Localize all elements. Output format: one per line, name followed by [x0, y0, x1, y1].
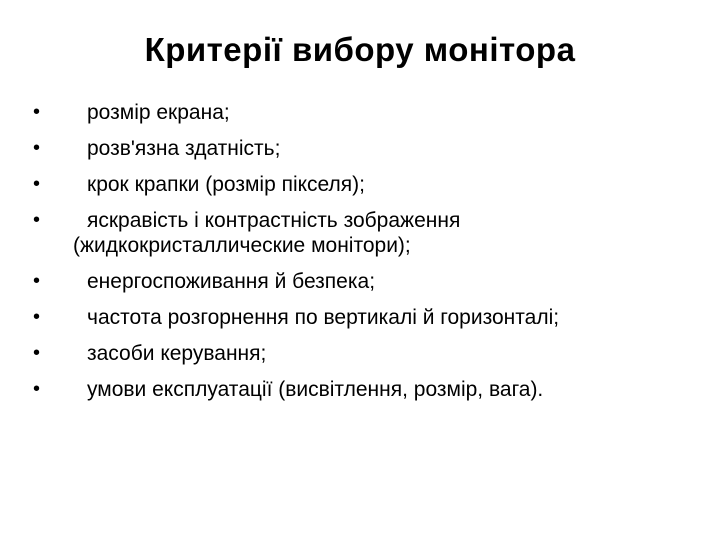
list-item: [33, 341, 673, 366]
bullet-icon: •: [33, 378, 41, 400]
list-item-text: умови експлуатації (висвітлення, розмір, вага).: [87, 378, 544, 401]
list-item: [33, 100, 673, 125]
bullet-icon: •: [33, 342, 41, 364]
list-item-text: розмір екрана;: [87, 101, 230, 124]
list-item: [33, 208, 673, 258]
list-item-text: розв'язна здатність;: [87, 137, 281, 160]
list-item-text: енергоспоживання й безпека;: [87, 270, 376, 293]
bullet-icon: •: [33, 209, 41, 231]
bullet-icon: •: [33, 306, 41, 328]
list-item: [33, 172, 673, 197]
bullet-icon: •: [33, 270, 41, 292]
slide-title: Критерії вибору монітора: [144, 31, 576, 68]
list-item-text: засоби керування;: [87, 342, 267, 365]
list-item: [33, 305, 673, 330]
list-item: [33, 269, 673, 294]
list-item-text: частота розгорнення по вертикалі й горизонталі;: [87, 306, 560, 329]
list-item-text: крок крапки (розмір пікселя);: [87, 173, 365, 196]
list-item-text: яскравість і контрастність зображення (жидкокристаллические монітори);: [73, 209, 461, 257]
bullet-icon: •: [33, 173, 41, 195]
bullet-list: [33, 100, 673, 413]
list-item: [33, 377, 673, 402]
bullet-icon: •: [33, 137, 41, 159]
list-item: [33, 136, 673, 161]
bullet-icon: •: [33, 101, 41, 123]
